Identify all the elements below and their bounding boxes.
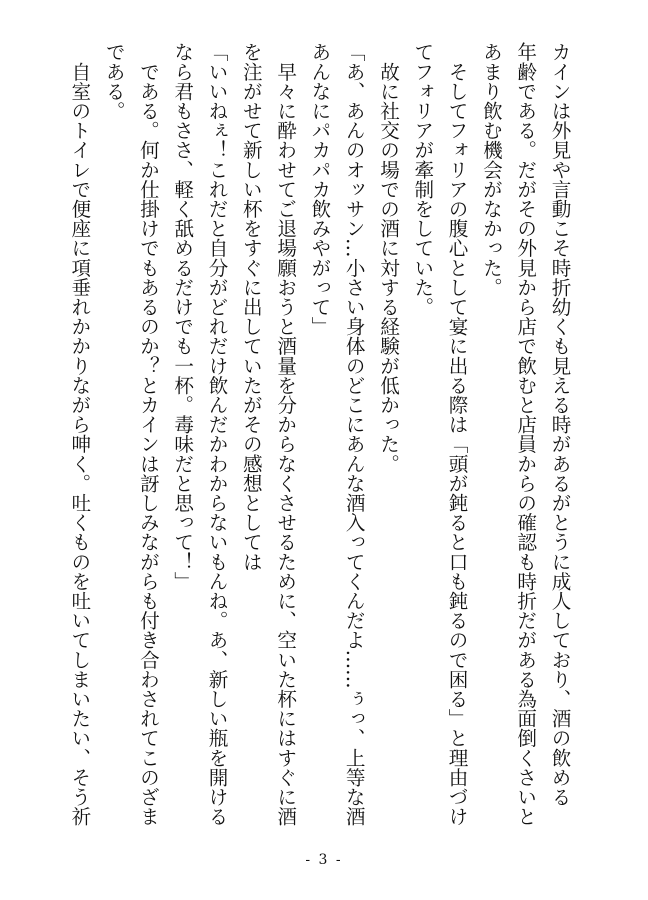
vertical-text-body — [46, 42, 576, 838]
text-line: 「あ、あんのオッサン…小さい身体のどこにあんな酒入ってくんだよ……ぅっ、上等な酒 — [342, 42, 366, 826]
text-line: そしてフォリアの腹心として宴に出る際は「頭が鈍ると口も鈍るので困る」と理由づけ — [445, 42, 469, 826]
text-line: である。 — [102, 42, 126, 121]
text-line: あまり飲む機会がなかった。 — [479, 42, 503, 297]
text-line: 年齢である。だがその外見から店で飲むと店員からの確認も時折だがある為面倒くさいと — [513, 42, 537, 826]
text-line: 自室のトイレで便座に項垂れかかりながら呻く。吐くものを吐いてしまいたい、そう祈 — [67, 42, 91, 826]
text-line: 「いいねぇ！これだと自分がどれだけ飲んだかわからないもんね。あ、新しい瓶を開ける — [205, 42, 229, 826]
text-line: カインは外見や言動こそ時折幼くも見える時があるがとうに成人しており、酒の飲める — [548, 42, 571, 807]
text-line: てフォリアが牽制をしていた。 — [410, 42, 434, 317]
text-line: を注がせて新しい杯をすぐに出していたがその感想としては — [239, 42, 263, 572]
text-line: 故に社交の場での酒に対する経験が低かった。 — [376, 42, 400, 474]
text-line: 早々に酔わせてご退場願おうと酒量を分からなくさせるために、空いた杯にはすぐに酒 — [273, 42, 297, 826]
text-line: である。何か仕掛けでもあるのか？とカインは訝しみながらも付き合わされてこのざま — [136, 42, 160, 826]
text-line: なら君もささ、軽く舐めるだけでも一杯。毒味だと思って！」 — [170, 42, 194, 591]
page-number: - 3 - — [305, 852, 343, 868]
text-line: あんなにパカパカ飲みやがって」 — [307, 42, 331, 336]
